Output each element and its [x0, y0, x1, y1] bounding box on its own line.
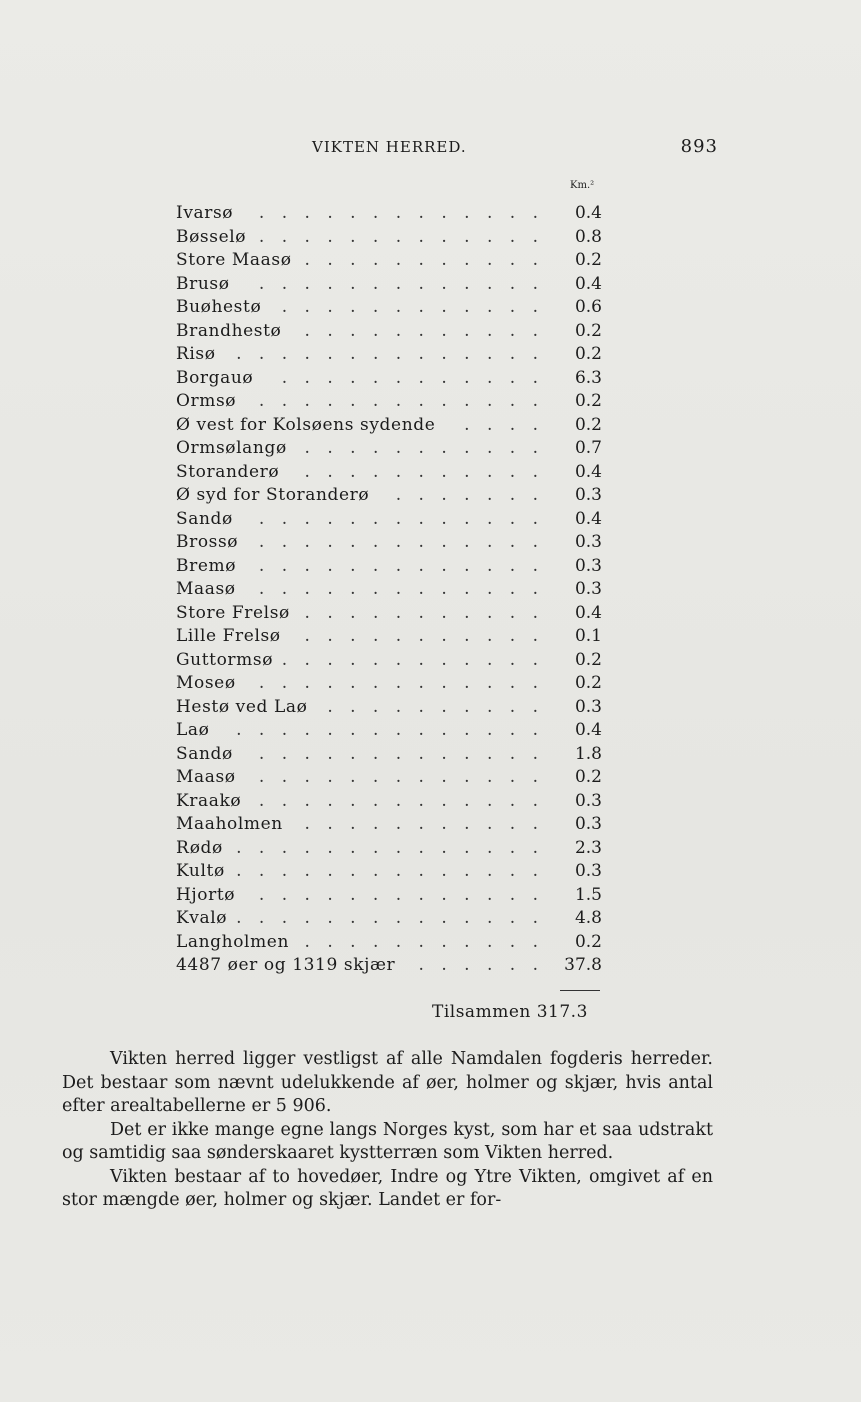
dot-leader: . . . . . . . . . . . . . — [258, 673, 544, 693]
dot-leader: . . . . . . . . . . . . . — [258, 203, 544, 223]
table-row — [176, 414, 616, 438]
island-name: Maaholmen — [176, 814, 283, 834]
island-name: Bremø — [176, 555, 237, 576]
dot-leader: . . . . . . . . . . . — [304, 320, 544, 341]
area-value: 0.3 — [574, 485, 602, 505]
island-name: Risø — [176, 344, 216, 364]
island-name: Brossø — [176, 532, 239, 552]
island-name: Ø syd for Storanderø — [176, 485, 370, 505]
island-name: Kultø — [176, 861, 225, 881]
island-name: Rødø — [176, 837, 223, 858]
area-value: 0.2 — [574, 767, 602, 787]
table-row — [176, 625, 616, 649]
dot-leader: . . . . . . . . . . . . — [281, 367, 544, 388]
island-name: Kvalø — [176, 908, 228, 928]
area-value: 0.3 — [574, 532, 602, 552]
table-row — [176, 719, 616, 743]
table-row — [176, 884, 616, 908]
island-name: Store Frelsø — [176, 602, 290, 623]
area-value: 0.3 — [574, 555, 602, 576]
area-value: 0.1 — [574, 626, 602, 646]
table-row — [176, 437, 616, 461]
area-value: 0.2 — [574, 320, 602, 341]
table-row — [176, 555, 616, 579]
paragraph: Vikten herred ligger vestligst af alle Namdalen fogderis herreder. Det bestaar som nævnt udelukkende af øer, holmer og skjær, hvis antal efter arealtabellerne er 5 906. — [62, 1049, 713, 1116]
dot-leader: . . . . . . . . . . . . . — [258, 273, 544, 294]
dot-leader: . . . . . . . . . . . — [304, 250, 544, 270]
dot-leader: . . . . . . . — [395, 485, 544, 505]
page-number: 893 — [680, 136, 718, 157]
island-area-table — [176, 202, 616, 978]
table-row — [176, 602, 616, 626]
island-name: Sandø — [176, 508, 233, 529]
dot-leader: . . . . . . . . . . . . . — [258, 790, 544, 811]
dot-leader: . . . . . . . . . . . . . — [258, 579, 544, 599]
table-row — [176, 766, 616, 790]
table-row — [176, 531, 616, 555]
island-name: Ivarsø — [176, 203, 234, 223]
table-row — [176, 672, 616, 696]
table-row — [176, 226, 616, 250]
table-row — [176, 837, 616, 861]
area-value: 0.3 — [574, 579, 602, 599]
dot-leader: . . . . . . . . . . . — [304, 438, 544, 458]
area-value: 2.3 — [574, 837, 602, 858]
dot-leader: . . . . . . . . . . . . . . — [236, 720, 544, 740]
dot-leader: . . . . . . . . . . . . . — [258, 532, 544, 552]
area-value: 37.8 — [564, 955, 602, 975]
island-name: Buøhestø — [176, 297, 262, 317]
paragraph: Det er ikke mange egne langs Norges kyst, som har et saa udstrakt og samtidig saa sønderskaaret kystterræn som Vikten herred. — [62, 1119, 713, 1163]
dot-leader: . . . . . . . . . . . . . . — [236, 861, 544, 881]
table-row — [176, 649, 616, 673]
island-name: Langholmen — [176, 931, 290, 952]
island-name: Bøsselø — [176, 226, 247, 247]
table-row — [176, 954, 616, 978]
area-value: 6.3 — [574, 367, 602, 388]
island-name: Maasø — [176, 579, 236, 599]
area-value: 0.2 — [574, 250, 602, 270]
dot-leader: . . . . . . . . . . . . . — [258, 555, 544, 576]
area-value: 0.2 — [574, 673, 602, 693]
dot-leader: . . . . . . . . . . — [327, 696, 544, 717]
island-name: Ormsø — [176, 391, 237, 411]
table-row — [176, 743, 616, 767]
table-row — [176, 367, 616, 391]
table-row — [176, 390, 616, 414]
table-row — [176, 508, 616, 532]
area-value: 0.4 — [574, 203, 602, 223]
dot-leader: . . . . . . — [418, 955, 544, 975]
table-row — [176, 790, 616, 814]
dot-leader: . . . . . . . . . . . . . — [258, 743, 544, 764]
area-value: 0.4 — [574, 273, 602, 294]
area-value: 0.3 — [574, 696, 602, 717]
island-name: Laø — [176, 720, 210, 740]
island-name: Brandhestø — [176, 320, 282, 341]
dot-leader: . . . . . . . . . . . . — [281, 297, 544, 317]
dot-leader: . . . . — [464, 414, 544, 435]
dot-leader: . . . . . . . . . . . . . . — [236, 344, 544, 364]
area-value: 0.3 — [574, 790, 602, 811]
island-name: Ormsølangø — [176, 438, 287, 458]
dot-leader: . . . . . . . . . . . — [304, 461, 544, 482]
island-name: Maasø — [176, 767, 236, 787]
header-title: VIKTEN HERRED. — [312, 138, 467, 156]
area-value: 0.4 — [574, 461, 602, 482]
dot-leader: . . . . . . . . . . . . . . — [236, 908, 544, 928]
dot-leader: . . . . . . . . . . . — [304, 626, 544, 646]
table-row — [176, 296, 616, 320]
table-row — [176, 813, 616, 837]
island-name: Borgauø — [176, 367, 254, 388]
island-name: Sandø — [176, 743, 233, 764]
table-row — [176, 320, 616, 344]
area-value: 0.3 — [574, 814, 602, 834]
table-row — [176, 273, 616, 297]
area-value: 0.4 — [574, 508, 602, 529]
unit-label: Km.² — [570, 180, 595, 191]
area-value: 0.7 — [574, 438, 602, 458]
area-value: 0.8 — [574, 226, 602, 247]
island-name: Moseø — [176, 673, 236, 693]
table-row — [176, 343, 616, 367]
island-name: Hestø ved Laø — [176, 696, 308, 717]
table-row — [176, 578, 616, 602]
area-value: 0.4 — [574, 602, 602, 623]
dot-leader: . . . . . . . . . . . — [304, 931, 544, 952]
dot-leader: . . . . . . . . . . . — [304, 602, 544, 623]
area-value: 0.6 — [574, 297, 602, 317]
area-value: 0.2 — [574, 391, 602, 411]
area-value: 0.2 — [574, 344, 602, 364]
island-name: Storanderø — [176, 461, 280, 482]
dot-leader: . . . . . . . . . . . . . — [258, 508, 544, 529]
body-text — [62, 1048, 713, 1213]
area-value: 0.2 — [574, 931, 602, 952]
dot-leader: . . . . . . . . . . . . . — [258, 884, 544, 905]
dot-leader: . . . . . . . . . . . — [304, 814, 544, 834]
table-row — [176, 461, 616, 485]
island-name: Ø vest for Kolsøens sydende — [176, 414, 436, 435]
island-name: 4487 øer og 1319 skjær — [176, 955, 396, 975]
area-value: 1.5 — [574, 884, 602, 905]
table-row — [176, 202, 616, 226]
area-value: 0.2 — [574, 414, 602, 435]
area-value: 0.4 — [574, 720, 602, 740]
table-row — [176, 907, 616, 931]
dot-leader: . . . . . . . . . . . . . . — [236, 837, 544, 858]
dot-leader: . . . . . . . . . . . . . — [258, 226, 544, 247]
island-name: Hjortø — [176, 884, 236, 905]
island-name: Kraakø — [176, 790, 242, 811]
total-label: Tilsammen 317.3 — [432, 1002, 588, 1022]
island-name: Lille Frelsø — [176, 626, 281, 646]
total-rule — [560, 990, 600, 991]
area-value: 0.3 — [574, 861, 602, 881]
table-row — [176, 484, 616, 508]
area-value: 0.2 — [574, 649, 602, 670]
table-row — [176, 931, 616, 955]
table-row — [176, 696, 616, 720]
island-name: Store Maasø — [176, 250, 292, 270]
dot-leader: . . . . . . . . . . . . — [281, 649, 544, 670]
island-name: Guttormsø — [176, 649, 274, 670]
running-header — [0, 136, 861, 160]
dot-leader: . . . . . . . . . . . . . — [258, 391, 544, 411]
island-name: Brusø — [176, 273, 230, 294]
table-row — [176, 860, 616, 884]
paragraph: Vikten bestaar af to hovedøer, Indre og Ytre Vikten, omgivet af en stor mængde øer, holmer og skjær. Landet er for- — [62, 1166, 713, 1210]
table-row — [176, 249, 616, 273]
area-value: 1.8 — [574, 743, 602, 764]
dot-leader: . . . . . . . . . . . . . — [258, 767, 544, 787]
area-value: 4.8 — [574, 908, 602, 928]
